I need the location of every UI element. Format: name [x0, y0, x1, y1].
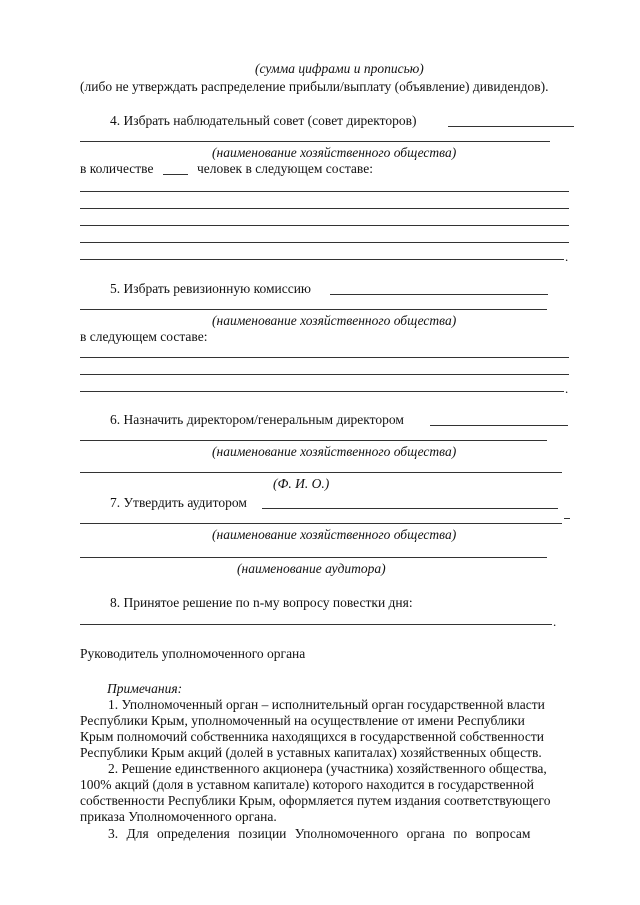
note1-line3: Крым полномочий собственника находящихся в государственной собственности: [80, 729, 544, 744]
item6-company-line: [80, 440, 547, 441]
item5-member-line-3: [80, 391, 564, 392]
item4-text: 4. Избрать наблюдательный совет (совет директоров): [110, 113, 417, 128]
item4-count-suffix: человек в следующем составе:: [197, 161, 373, 176]
item4-company-caption: (наименование хозяйственного общества): [212, 145, 457, 160]
item7-dash: [564, 518, 570, 519]
note1-line1: 1. Уполномоченный орган – исполнительный орган государственной власти: [108, 697, 545, 712]
item5-member-line-2: [80, 374, 569, 375]
item4-member-line-5: [80, 259, 564, 260]
item4-company-line: [80, 141, 550, 142]
item5-period: .: [565, 381, 569, 396]
item7-auditor-caption: (наименование аудитора): [237, 561, 386, 576]
item4-member-line-3: [80, 225, 569, 226]
note2-line4: приказа Уполномоченного органа.: [80, 809, 277, 824]
item4-blank-line: [448, 126, 574, 127]
note2-line3: собственности Республики Крым, оформляется путем издания соответствующего: [80, 793, 551, 808]
item4-period: .: [565, 249, 569, 264]
item7-text: 7. Утвердить аудитором: [110, 495, 247, 510]
item4-count-prefix: в количестве: [80, 161, 154, 176]
item5-composition-label: в следующем составе:: [80, 329, 208, 344]
item5-member-line-1: [80, 357, 569, 358]
item6-fio-caption: (Ф. И. О.): [273, 476, 330, 491]
note1-line2: Республики Крым, уполномоченный на осуществление от имени Республики: [80, 713, 525, 728]
item4-member-line-4: [80, 242, 569, 243]
item4-member-line-1: [80, 191, 569, 192]
item7-auditor-line: [80, 557, 547, 558]
item8-text: 8. Принятое решение по n-му вопросу повестки дня:: [110, 595, 413, 610]
item8-period: .: [553, 614, 557, 629]
item5-company-caption: (наименование хозяйственного общества): [212, 313, 457, 328]
item6-blank-line: [430, 425, 568, 426]
item7-company-caption: (наименование хозяйственного общества): [212, 527, 457, 542]
item7-blank-line: [262, 508, 558, 509]
item5-company-line: [80, 309, 547, 310]
amount-caption: (сумма цифрами и прописью): [255, 61, 424, 76]
note3-line1: 3. Для определения позиции Уполномоченного органа по вопросам: [108, 826, 531, 841]
item6-fio-line: [80, 472, 562, 473]
dividends-line: (либо не утверждать распределение прибыли/выплату (объявление) дивидендов).: [80, 79, 549, 94]
item6-company-caption: (наименование хозяйственного общества): [212, 444, 457, 459]
item4-member-line-2: [80, 208, 569, 209]
item6-text: 6. Назначить директором/генеральным директором: [110, 412, 404, 427]
notes-title: Примечания:: [107, 681, 183, 696]
item5-text: 5. Избрать ревизионную комиссию: [110, 281, 312, 296]
signature-label: Руководитель уполномоченного органа: [80, 646, 306, 661]
item7-line-2: [80, 523, 562, 524]
note1-line4: Республики Крым акций (долей в уставных капиталах) хозяйственных обществ.: [80, 745, 542, 760]
item8-line: [80, 624, 552, 625]
note2-line2: 100% акций (доля в уставном капитале) которого находится в государственной: [80, 777, 534, 792]
item4-count-blank: [163, 174, 188, 175]
item5-blank-line: [330, 294, 548, 295]
note2-line1: 2. Решение единственного акционера (участника) хозяйственного общества,: [108, 761, 547, 776]
